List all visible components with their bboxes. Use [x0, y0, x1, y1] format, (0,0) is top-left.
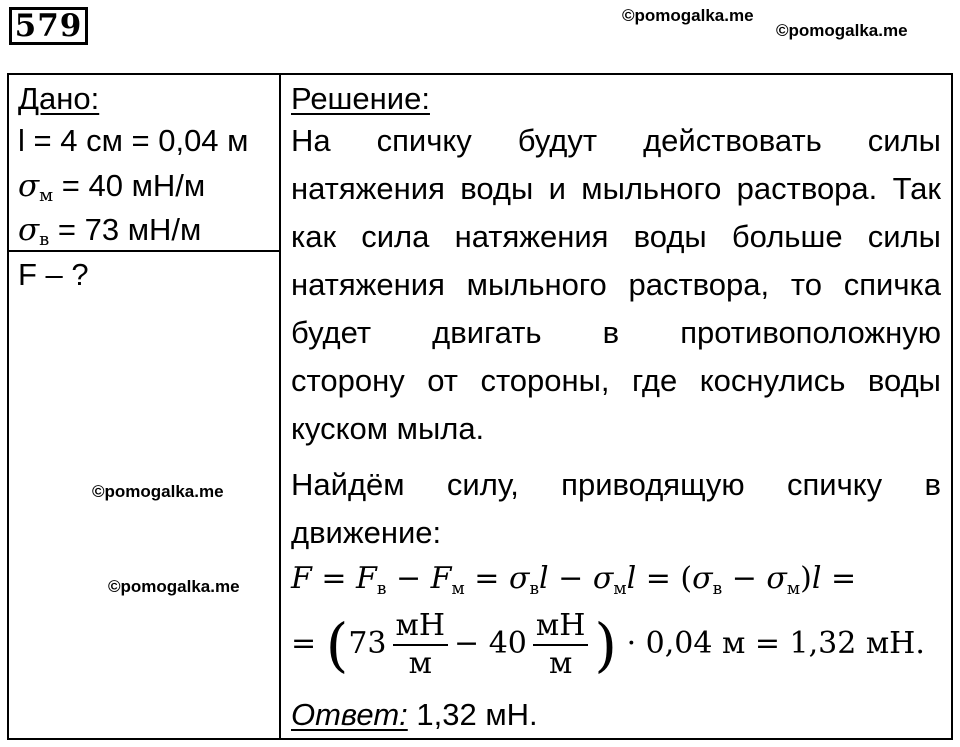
text-line [291, 357, 941, 405]
word: На [291, 123, 331, 158]
watermark: ©pomogalka.me [776, 21, 908, 40]
formula-general: $F = F_в - F_м = \sigma_вl - \sigma_мl = (\sigma_в - \sigma_м)l$ = [291, 561, 857, 599]
word: спичку [787, 467, 883, 502]
word: в [924, 467, 941, 502]
solution-title: Решение: [291, 81, 430, 116]
word: силы [867, 219, 941, 254]
fraction: $\frac{мН}{м}$ [393, 608, 449, 682]
text-line [291, 261, 941, 309]
word: натяжения [291, 267, 445, 302]
column-divider [279, 73, 281, 740]
answer [291, 695, 538, 735]
text-line [291, 165, 941, 213]
word: приводящую [561, 467, 745, 502]
sigma-symbol: σ [18, 168, 40, 204]
word: стороны, [480, 363, 610, 398]
word: воды [460, 171, 534, 206]
text-line [291, 509, 941, 557]
given-sigma-m [18, 166, 205, 206]
word: спичку [376, 123, 472, 158]
solution-paragraph [291, 461, 941, 557]
problem-number: 579 [9, 7, 88, 45]
watermark: ©pomogalka.me [108, 577, 240, 596]
given-sigma-v [18, 210, 201, 250]
word: где [632, 363, 678, 398]
text-line [291, 309, 941, 357]
word: куском мыла. [291, 411, 485, 446]
word: в [602, 315, 620, 350]
word: натяжения [454, 219, 609, 254]
answer-label: Ответ: [291, 697, 408, 732]
word: больше [731, 219, 843, 254]
formula-numeric: = (73 $\frac{мН}{м}$ − 40 $\frac{мН}{м}$ ) · 0,04 м = 1,32 мН. [291, 608, 925, 681]
word: двигать [432, 315, 542, 350]
word: спичка [843, 267, 941, 302]
word: натяжения [291, 171, 445, 206]
word: действовать [643, 123, 822, 158]
word: то [790, 267, 822, 302]
word: Найдём [291, 467, 405, 502]
word: как [291, 219, 337, 254]
text-line [291, 213, 941, 261]
word: раствора, [628, 267, 770, 302]
word: от [427, 363, 458, 398]
word: мыльного [581, 171, 722, 206]
word: воды [867, 363, 941, 398]
given-title: Дано: [18, 81, 100, 116]
word: мыльного [466, 267, 607, 302]
answer-value: 1,32 мН. [407, 697, 538, 732]
word: Так [892, 171, 941, 206]
sigma-subscript: в [39, 229, 50, 250]
word: противоположную [680, 315, 941, 350]
text-line [291, 117, 941, 165]
word: воды [633, 219, 707, 254]
word: сторону [291, 363, 405, 398]
sigma-symbol: σ [18, 212, 40, 248]
sigma-value: = 73 мН/м [49, 212, 202, 247]
text-line [291, 461, 941, 509]
word: коснулись [699, 363, 846, 398]
fraction: $\frac{мН}{м}$ [533, 608, 589, 682]
sigma-value: = 40 мН/м [53, 168, 206, 203]
word: силы [867, 123, 941, 158]
solution-paragraph [291, 117, 941, 453]
text-line [291, 405, 941, 453]
word: будут [517, 123, 598, 158]
watermark: ©pomogalka.me [92, 482, 224, 501]
word: движение: [291, 515, 442, 550]
word: будет [291, 315, 372, 350]
word: и [548, 171, 566, 206]
word: раствора. [736, 171, 878, 206]
word: силу, [446, 467, 519, 502]
given-divider [7, 250, 281, 252]
sigma-subscript: м [39, 185, 54, 206]
given-length: l = 4 см = 0,04 м [18, 123, 249, 158]
word: сила [361, 219, 430, 254]
find-quantity: F – ? [18, 257, 89, 292]
watermark: ©pomogalka.me [622, 6, 754, 25]
